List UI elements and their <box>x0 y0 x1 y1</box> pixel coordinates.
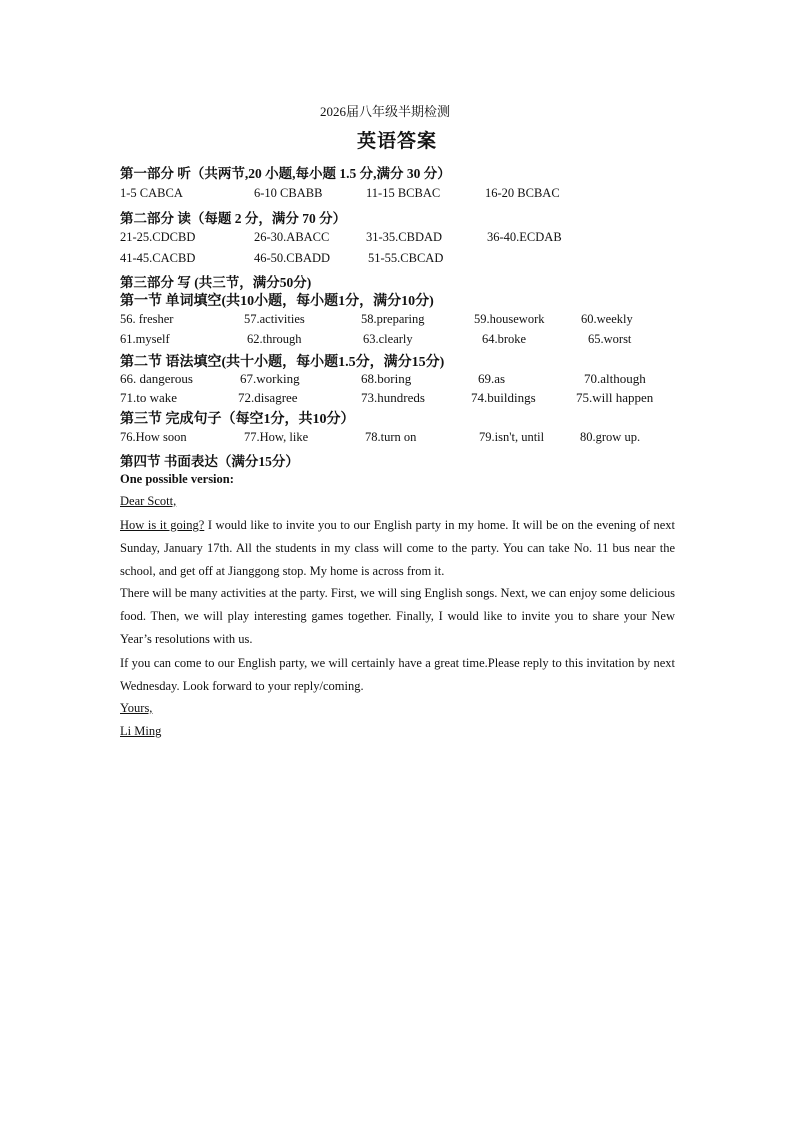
section4-heading: 第四节 书面表达（满分15分） <box>120 454 299 469</box>
essay-paragraph-1 <box>120 514 675 583</box>
section2-heading: 第二节 语法填空(共十小题，每小题1.5分，满分15分) <box>120 355 445 370</box>
essay-paragraph-1-text: I would like to invite you to our English party in my home. It will be on the evening of next Sunday, January 17th. All the students in my class will come to the party. You can take No. 11 bus near the school, and get off at Jianggong stop. My home is across from it. <box>120 518 676 578</box>
answer-cell: 77.How, like <box>244 430 309 444</box>
answer-cell: 69.as <box>478 371 506 386</box>
answer-cell: 66. dangerous <box>120 371 193 386</box>
essay-signature: Li Ming <box>120 724 162 738</box>
exam-subtitle: 2026届八年级半期检测 <box>319 104 450 119</box>
answer-cell: 26-30.ABACC <box>254 230 330 244</box>
answer-cell: 68.boring <box>361 371 412 386</box>
answer-cell: 62.through <box>247 332 302 346</box>
answer-cell: 74.buildings <box>471 390 536 405</box>
essay-opening: How is it going? <box>120 518 205 532</box>
answer-cell: 51-55.CBCAD <box>368 251 444 265</box>
part3-heading: 第三部分 写 (共三节，满分50分) <box>120 275 312 290</box>
essay-label: One possible version: <box>120 472 234 486</box>
essay-paragraph-2: There will be many activities at the party. First, we will sing English songs. Next, we can enjoy some delicious food. Then, we will play interesting games together. Finally, I would like to invite you to share your New Year’s resolutions with us. <box>120 586 675 646</box>
answer-cell: 57.activities <box>244 312 305 326</box>
answer-cell: 59.housework <box>474 312 545 326</box>
answer-cell: 72.disagree <box>238 390 298 405</box>
answer-cell: 60.weekly <box>581 312 633 326</box>
answer-cell: 71.to wake <box>120 390 178 405</box>
part1-heading: 第一部分 听（共两节,20 小题,每小题 1.5 分,满分 30 分） <box>120 166 451 181</box>
answer-cell: 79.isn't, until <box>479 430 545 444</box>
answer-cell: 11-15 BCBAC <box>366 186 441 200</box>
answer-cell: 61.myself <box>120 332 170 346</box>
essay-closing: Yours, <box>120 701 153 715</box>
answer-cell: 67.working <box>240 371 300 386</box>
answer-cell: 76.How soon <box>120 430 187 444</box>
answer-cell: 41-45.CACBD <box>120 251 196 265</box>
answer-cell: 58.preparing <box>361 312 425 326</box>
answer-cell: 78.turn on <box>365 430 417 444</box>
answer-cell: 21-25.CDCBD <box>120 230 196 244</box>
section3-heading: 第三节 完成句子（每空1分，共10分） <box>120 412 355 427</box>
answer-cell: 70.although <box>584 371 646 386</box>
answer-cell: 73.hundreds <box>361 390 425 405</box>
answer-cell: 65.worst <box>588 332 632 346</box>
page-title: 英语答案 <box>356 131 437 152</box>
answer-cell: 16-20 BCBAC <box>485 186 560 200</box>
section1-heading: 第一节 单词填空(共10小题，每小题1分，满分10分) <box>120 294 434 309</box>
answer-cell: 1-5 CABCA <box>120 186 183 200</box>
answer-cell: 64.broke <box>482 332 527 346</box>
part2-heading: 第二部分 读（每题 2 分，满分 70 分） <box>120 211 347 226</box>
essay-greeting: Dear Scott, <box>120 494 177 508</box>
answer-cell: 63.clearly <box>363 332 413 346</box>
answer-cell: 80.grow up. <box>580 430 641 444</box>
answer-cell: 46-50.CBADD <box>254 251 331 265</box>
answer-cell: 31-35.CBDAD <box>366 230 443 244</box>
answer-cell: 6-10 CBABB <box>254 186 323 200</box>
answer-cell: 36-40.ECDAB <box>487 230 562 244</box>
answer-cell: 56. fresher <box>120 312 174 326</box>
essay-paragraph-3: If you can come to our English party, we will certainly have a great time.Please reply to this invitation by next Wednesday. Look forward to your reply/coming. <box>120 656 675 693</box>
answer-cell: 75.will happen <box>576 390 654 405</box>
